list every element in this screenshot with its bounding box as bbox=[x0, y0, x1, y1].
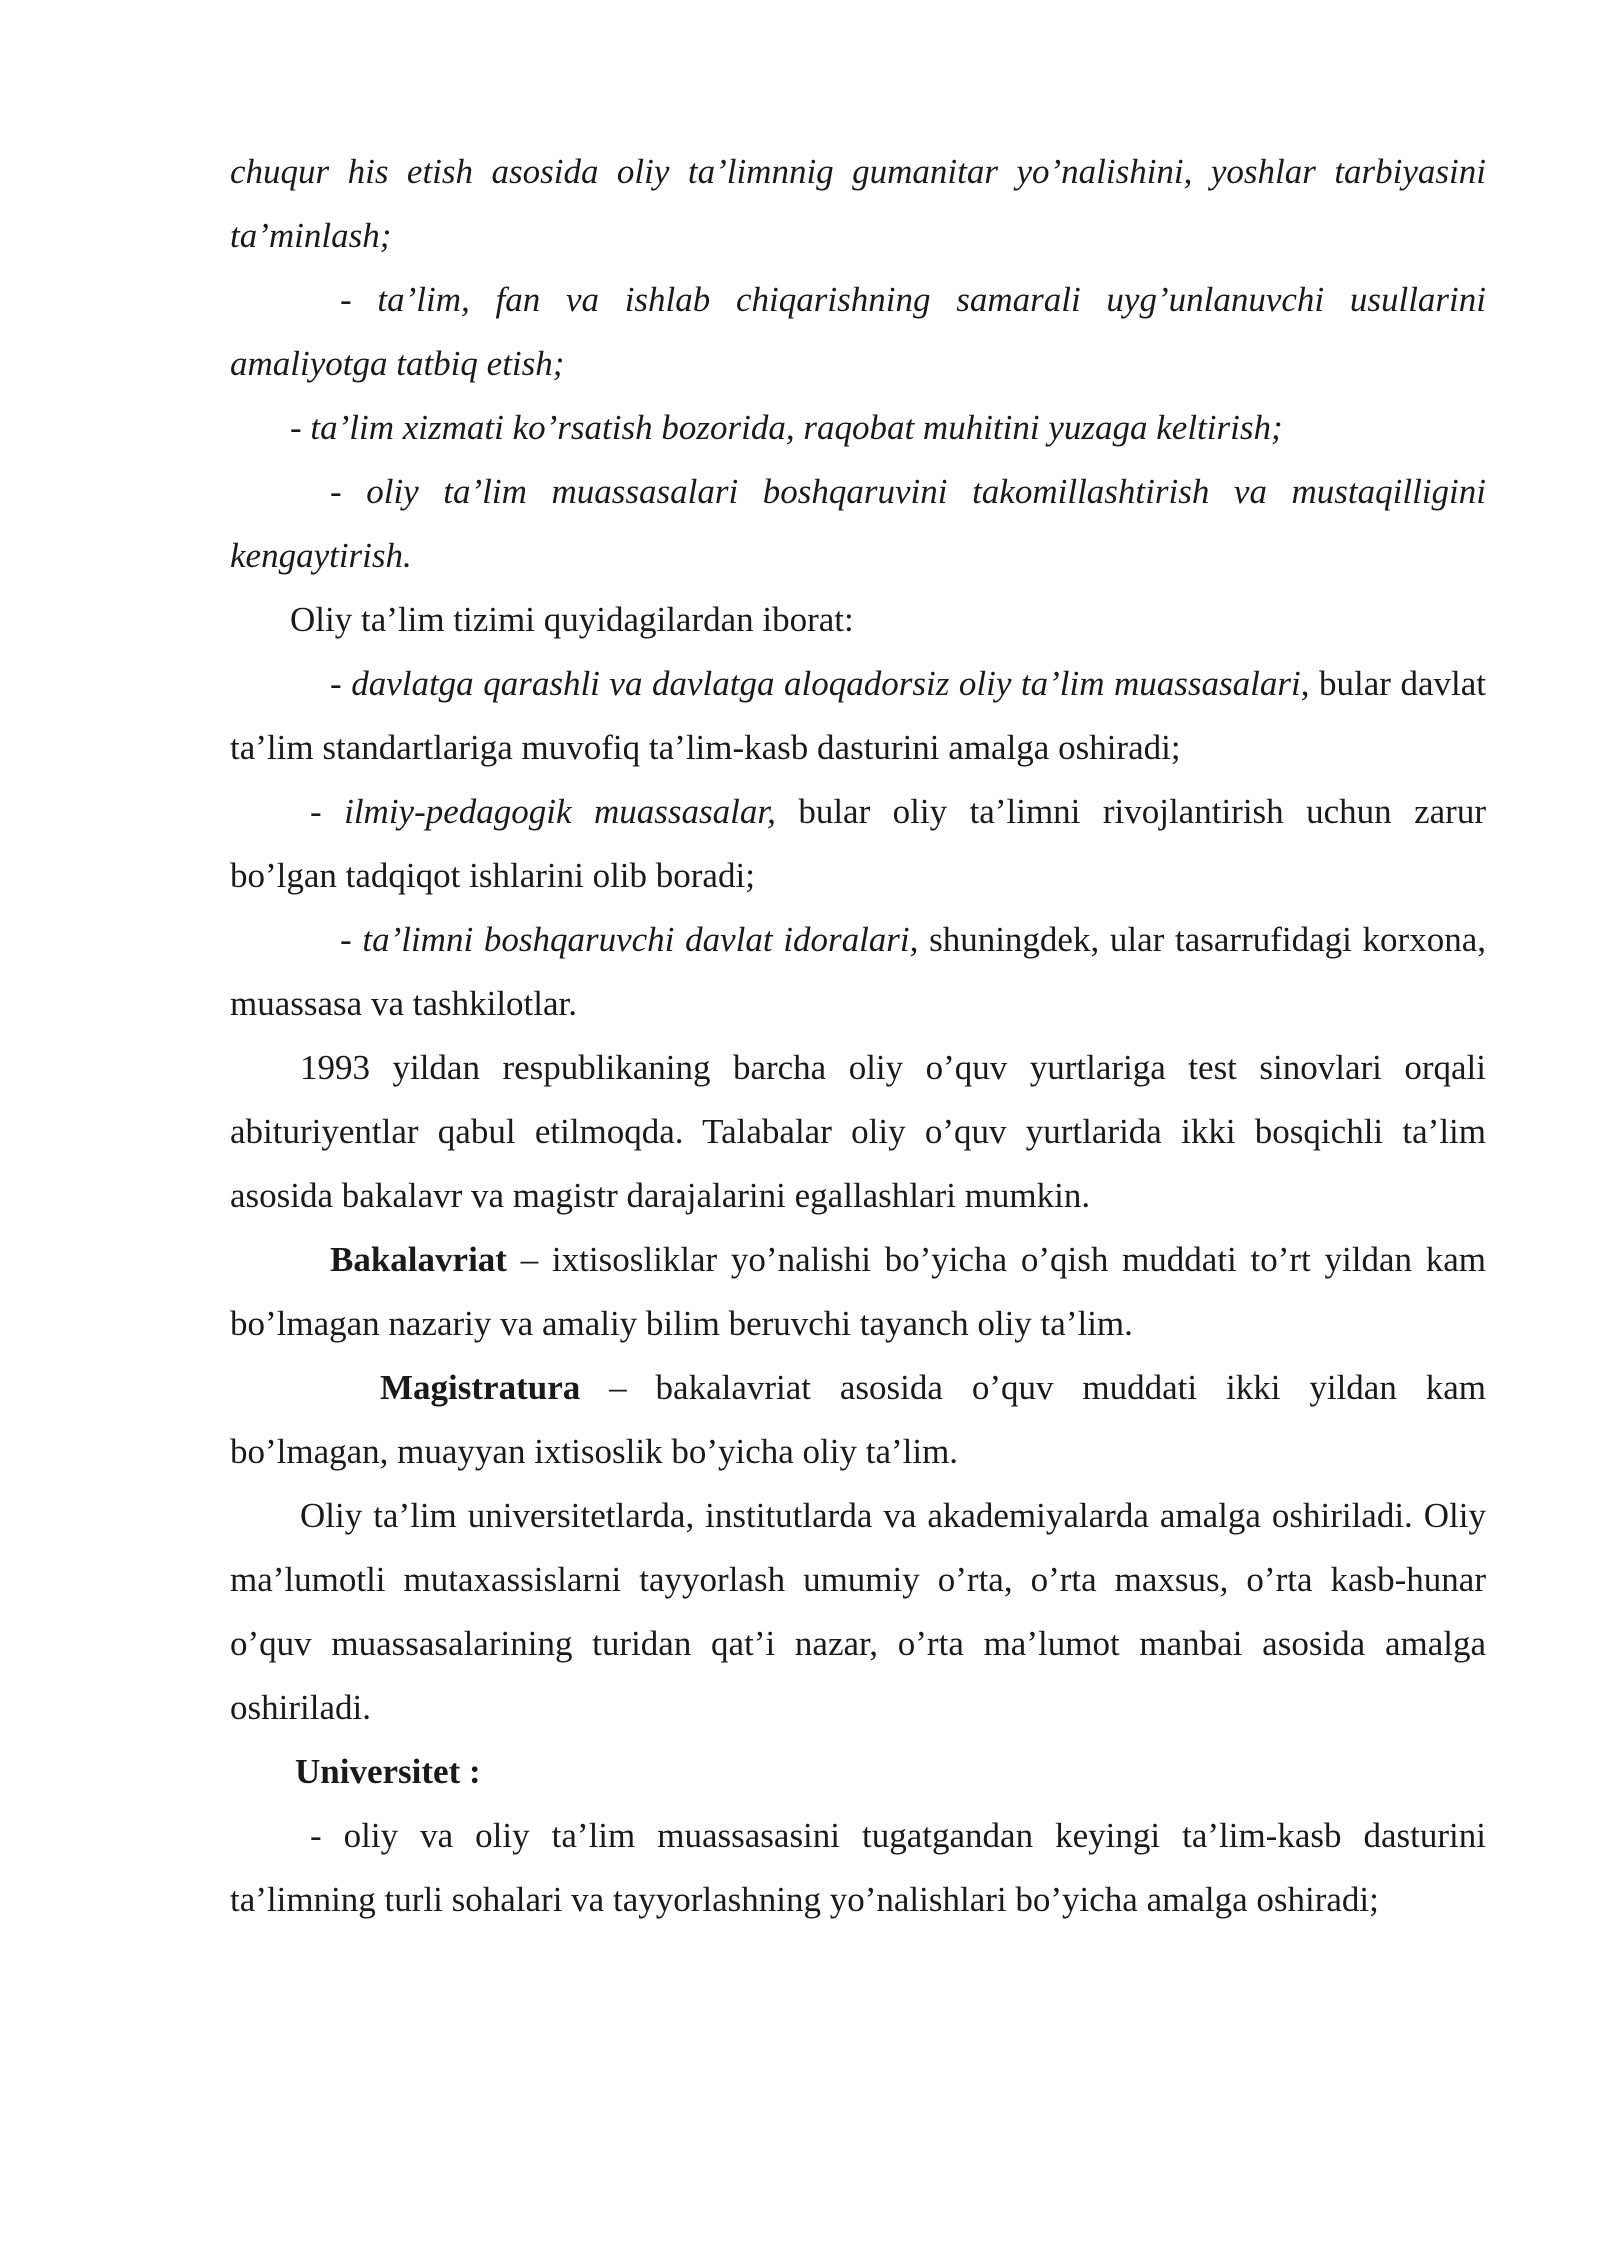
paragraph-higher-education-places: Oliy ta’lim universitetlarda, institutlarda va akademiyalarda amalga oshiriladi. Oliy ma’lumotli mutaxassislarni tayyorlash umumiy o’rta, o’rta maxsus, o’rta kasb-hunar o’quv muassasalarining turidan qat’i nazar, o’rta ma’lumot manbai asosida amalga oshiriladi. bbox=[230, 1496, 1486, 1727]
paragraph-system-item-research bbox=[230, 780, 1486, 908]
item-term: - davlatga qarashli va davlatga aloqadorsiz oliy ta’lim muassasalari bbox=[330, 664, 1301, 703]
paragraph-system-intro: Oliy ta’lim tizimi quyidagilardan iborat: bbox=[290, 600, 854, 639]
paragraph-admission: 1993 yildan respublikaning barcha oliy o’quv yurtlariga test sinovlari orqali abituriyentlar qabul etilmoqda. Talabalar oliy o’quv yurtlarida ikki bosqichli ta’lim asosida bakalavr va magistr darajalarini egallashlari mumkin. bbox=[230, 1048, 1486, 1215]
paragraph-goal-management: - oliy ta’lim muassasalari boshqaruvini takomillashtirish va mustaqilligini kengaytirish. bbox=[230, 472, 1486, 575]
paragraph-goal-humanitarian: chuqur his etish asosida oliy ta’limnnig gumanitar yo’nalishini, yoshlar tarbiyasini ta’minlash; bbox=[230, 152, 1486, 255]
paragraph-goal-integration: - ta’lim, fan va ishlab chiqarishning samarali uyg’unlanuvchi usullarini amaliyotga tatbiq etish; bbox=[230, 280, 1486, 383]
paragraph-master-definition bbox=[230, 1356, 1486, 1484]
paragraph-bachelor-definition bbox=[230, 1228, 1486, 1356]
paragraph-system-item-authorities bbox=[230, 908, 1486, 1036]
term-master: Magistratura bbox=[380, 1368, 581, 1407]
heading-university: Universitet : bbox=[295, 1752, 481, 1791]
paragraph-system-item-institutions bbox=[230, 652, 1486, 780]
paragraph-university-item: - oliy va oliy ta’lim muassasasini tugatgandan keyingi ta’lim-kasb dasturini ta’limning turli sohalari va tayyorlashning yo’nalishlari bo’yicha amalga oshiradi; bbox=[230, 1816, 1486, 1919]
paragraph-goal-competition: - ta’lim xizmati ko’rsatish bozorida, raqobat muhitini yuzaga keltirish; bbox=[290, 408, 1283, 447]
item-description: bular oliy ta’limni rivojlantirish uchun zarur bo’lgan tadqiqot ishlarini olib boradi; bbox=[230, 792, 1486, 895]
item-term: - ta’limni boshqaruvchi davlat idoralari, bbox=[340, 920, 919, 959]
definition-text: – bakalavriat asosida o’quv muddati ikki yildan kam bo’lmagan, muayyan ixtisoslik bo’yicha oliy ta’lim. bbox=[230, 1368, 1486, 1471]
item-term: - ilmiy-pedagogik muassasalar, bbox=[310, 792, 776, 831]
document-page bbox=[230, 140, 1486, 1932]
term-bachelor: Bakalavriat bbox=[330, 1240, 507, 1279]
definition-text: – ixtisosliklar yo’nalishi bo’yicha o’qish muddati to’rt yildan kam bo’lmagan nazariy va amaliy bilim beruvchi tayanch oliy ta’lim. bbox=[230, 1240, 1486, 1343]
item-description: , bular davlat ta’lim standartlariga muvofiq ta’lim-kasb dasturini amalga oshiradi; bbox=[230, 664, 1487, 767]
item-description: shuningdek, ular tasarrufidagi korxona, muassasa va tashkilotlar. bbox=[230, 920, 1486, 1023]
